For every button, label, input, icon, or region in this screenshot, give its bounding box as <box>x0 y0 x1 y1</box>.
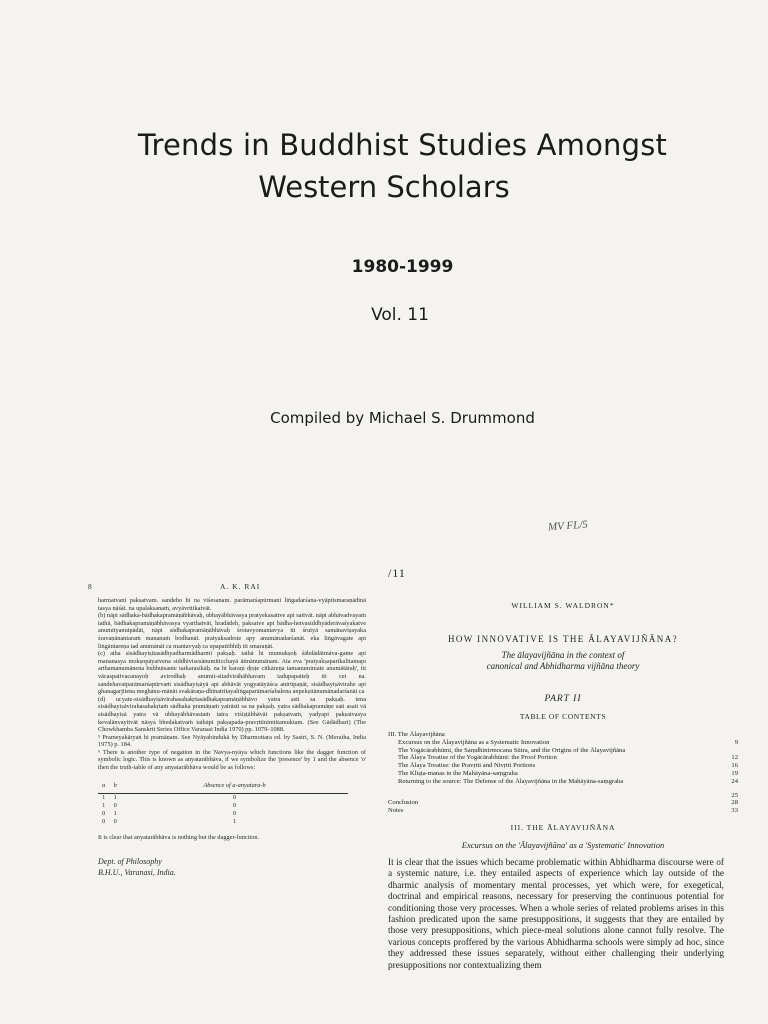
excursus-heading: Excursus on the 'Ālayavijñāna' as a 'Systematic' Innovation <box>461 839 665 850</box>
cover-title-line1: Trends in Buddhist Studies Amongst <box>137 128 668 162</box>
article-author: WILLIAM S. WALDRON* <box>511 601 615 610</box>
toc-item <box>388 754 738 762</box>
toc-item <box>388 807 738 815</box>
part-heading: PART II <box>544 694 582 704</box>
truth-table-cell: 0 <box>232 802 237 810</box>
truth-table-cell: 0 <box>232 794 237 802</box>
truth-table-cell: 1 <box>102 802 106 810</box>
truth-table-cell: 0 <box>113 802 117 810</box>
toc-label: The Ālaya Treatise of the Yogācārabhūmi: the Proof Portion <box>398 754 557 762</box>
toc-heading: TABLE OF CONTENTS <box>519 712 607 721</box>
right-scanned-page <box>388 566 738 972</box>
left-closing-line: It is clear that anyatarābhāva is nothing but the dagger-function. <box>98 834 260 842</box>
truth-table-cell: 1 <box>232 818 237 826</box>
toc-label: III. The Ālayavijñāna <box>388 731 445 738</box>
truth-table-header: Absence of a-anyatara-b <box>121 780 348 794</box>
truth-table-header: b <box>110 780 122 794</box>
toc-page: 9 <box>734 738 738 746</box>
truth-table <box>98 780 348 827</box>
truth-table-cell: 0 <box>232 810 237 818</box>
subtitle-line: The ālayavijñāna in the context of <box>501 650 625 660</box>
toc-label: Conclusion <box>388 799 419 807</box>
cover-volume: Vol. 11 <box>371 305 429 325</box>
truth-table-cell: 0 <box>113 818 117 826</box>
table-of-contents <box>388 731 738 815</box>
toc-item <box>388 770 738 778</box>
truth-table-cell: 0 <box>102 810 106 818</box>
left-page-header <box>88 582 366 597</box>
article-title: HOW INNOVATIVE IS THE ĀLAYAVIJÑĀNA? <box>448 634 678 644</box>
truth-table-cell: 1 <box>102 794 106 802</box>
subtitle-line: canonical and Abhidharma vijñāna theory <box>486 661 640 671</box>
section-heading: III. THE ĀLAYAVIJÑĀNA <box>510 822 616 832</box>
toc-page: 16 <box>731 762 738 770</box>
truth-table-header: a <box>98 780 110 794</box>
left-affiliation <box>98 856 366 878</box>
toc-page: 28 <box>731 799 738 807</box>
cover-title-line2: Western Scholars <box>258 170 510 204</box>
toc-page: 12 <box>731 754 738 762</box>
left-running-header: A. K. RAI <box>220 582 261 591</box>
right-page-mark: /11 <box>388 566 406 580</box>
article-subtitle <box>388 650 738 672</box>
left-page-number: 8 <box>88 582 92 591</box>
left-footnote: ⁵ Prameyakāryaṅ hi pramāṇam. See Nyāyabindukā by Dharmottara ed. by Sastri, S. N. (Meratha, India 1975) p. 184. <box>98 733 366 749</box>
left-paragraph: (b) nāpi sādhaka-bādhakapramāṇābhāvaḥ, ubhayābhāvasya pratyekasattve api sattvāt. nāpi abhāvadvayaṁ tathā, bādhakapramāṇābhāvasya vyarthatvāt, hradādeh, paksatve api bādha-hetvasiddhyāderāvaśyakatve anumityanutpādāt, nāpi sādhakapramāṇābhāvaḥ śrotavyomantavya iti śrutyā samānaviṣayaka śravaṇānantaraṁ mananaṁ bodhanāt. pratyaksadrste apy anumānadarśanāt. eka liṅgāvagate api liṅgāntareṇa tad anumānāt ca mantavyaḥ ca upapattibhiḥ iti smaraṇāt. <box>98 612 366 650</box>
truth-table-cell: 1 <box>113 794 117 802</box>
left-footnote: ⁶ There is another type of negation in the Navya-nyāya which functions like the dagger function of symbolic logic. This is known as anyatarābhāva, if we symbolize the 'presence' by 1 and the absence 'o' then the truth-table of any anyatarābhāva would be as follows: <box>98 748 366 772</box>
truth-table-cell: 0 <box>102 818 106 826</box>
toc-item <box>388 747 738 755</box>
toc-page: 19 <box>731 769 738 777</box>
left-paragraph: (d) ucyate-sisādhayiṣāvirahasahakṛtasādhakapramāṇābhāvo yatra asti sa pakṣaḥ. tena sisādhayiṣāvirahasahakṛtaṁ sādhaka pramāṇaṁ yatrāsti sa na pakṣaḥ. yatra sādhakapramāṇe sati asati vā sisādhayiṣā yatra vā ubhayābhāvastaṁ tatra viśiṣṭābhāvāt pakṣatvaṁ, yadyapi pakṣatvasya kevalānvayitvāt nāsya bhedakatvaṁ tathāpi pakṣapada-pravṛttinimittamuktam. (See Gādādhari) (The Chowkhamba Sanskrit Series Office Varanasi India 1970) pp. 1079–1088. <box>98 695 366 734</box>
left-paragraph: (c) atha sisādhayiṣitasādhyadharmādharmī pakṣaḥ. tathā hi mumukṣoḥ śābdādātmāva-game api mananasya mokṣopāyatvena siddhivisesānumiticchayā ātmānumānam. Ata eva 'pratyakṣaparikalitamapi arthamanumānena bubhutsante tarkarasikāḥ. na hi karaṇi dṛṣṭe citkāreṇa tamanumimate anumātāraḥ', iti vācaspativacanayoḥ avirodhaḥ anumit-sitadvirāhābhavam tadupapatteḥ iti cet na. sandehavatparāmarśapūrvaṁ sisādhayiṣāyā api abhāvāt yogyatāyāśca anirūpaṇāt, sisādhayiṣāvirahe api ghanagarjitena meghānu-mānāt svakāraṇa-dhīnatritayaliṅgaparāmarśabalena anpekṣitānumānadarśanāt ca <box>98 650 366 696</box>
toc-page: 25 <box>731 791 738 799</box>
left-scanned-page <box>88 582 366 878</box>
toc-item <box>388 739 738 747</box>
toc-label: Returning to the source: The Defense of the Ālayavijñāna in the Mahāyāna-saṃgraha <box>398 777 624 785</box>
toc-label: The Yogācārabhūmi, the Saṃdhinirmocana Sūtra, and the Origins of the Ālayavijñāna <box>398 746 626 754</box>
truth-table-cell: 1 <box>113 810 117 818</box>
toc-page: 33 <box>731 807 738 815</box>
toc-label: Excursus on the Ālayavijñāna as a Systematic Innovation <box>398 738 550 746</box>
toc-item <box>388 778 738 786</box>
affiliation-line: B.H.U., Varanasi, India. <box>98 867 176 877</box>
toc-item <box>388 731 738 739</box>
toc-label: The Ālaya Treatise: the Pravṛtti and Nivṛtti Portions <box>398 762 536 770</box>
toc-page: 24 <box>731 777 738 785</box>
toc-label: Notes <box>388 807 404 815</box>
cover-years: 1980-1999 <box>351 257 454 277</box>
toc-label: The Kliṣṭa-manas in the Mahāyāna-saṃgraha <box>398 769 518 777</box>
article-body-text: It is clear that the issues which became problematic within Abhidharma discourse were of a systemic nature, i.e. they entailed aspects of experience which lay outside of the dharmic analysis of momentary mental processes, yet which were, for exegetical, doctrinal and empirical reasons, necessary for preserving the continuous potential for conditioning those very processes. When a whole series of related problems arises in this fashion predicated upon the same presuppositions, it suggests that they are entailed by those very presuppositions, which piece-meal solutions alone cannot fully resolve. The various concepts proffered by the various Abhidharma schools were simply ad hoc, since they addressed these issues separately, without either challenging their underlying presuppositions nor contextualizing them <box>388 857 724 971</box>
affiliation-line: Dept. of Philosophy <box>98 856 162 866</box>
handwritten-note: MV FL/5 <box>547 518 589 534</box>
cover-compiled-by: Compiled by Michael S. Drummond <box>270 409 535 427</box>
toc-item <box>388 792 738 800</box>
left-paragraph: harmatvani paksatvam. sandeho hi na viśesanam. parāmarśapūrmani liṅgadarśana-vyāptismaraṇādinā tasya nāśāt. na upalaksanaṁ, avyāvrttikatvāt. <box>98 597 366 612</box>
toc-item <box>388 799 738 807</box>
toc-item <box>388 762 738 770</box>
